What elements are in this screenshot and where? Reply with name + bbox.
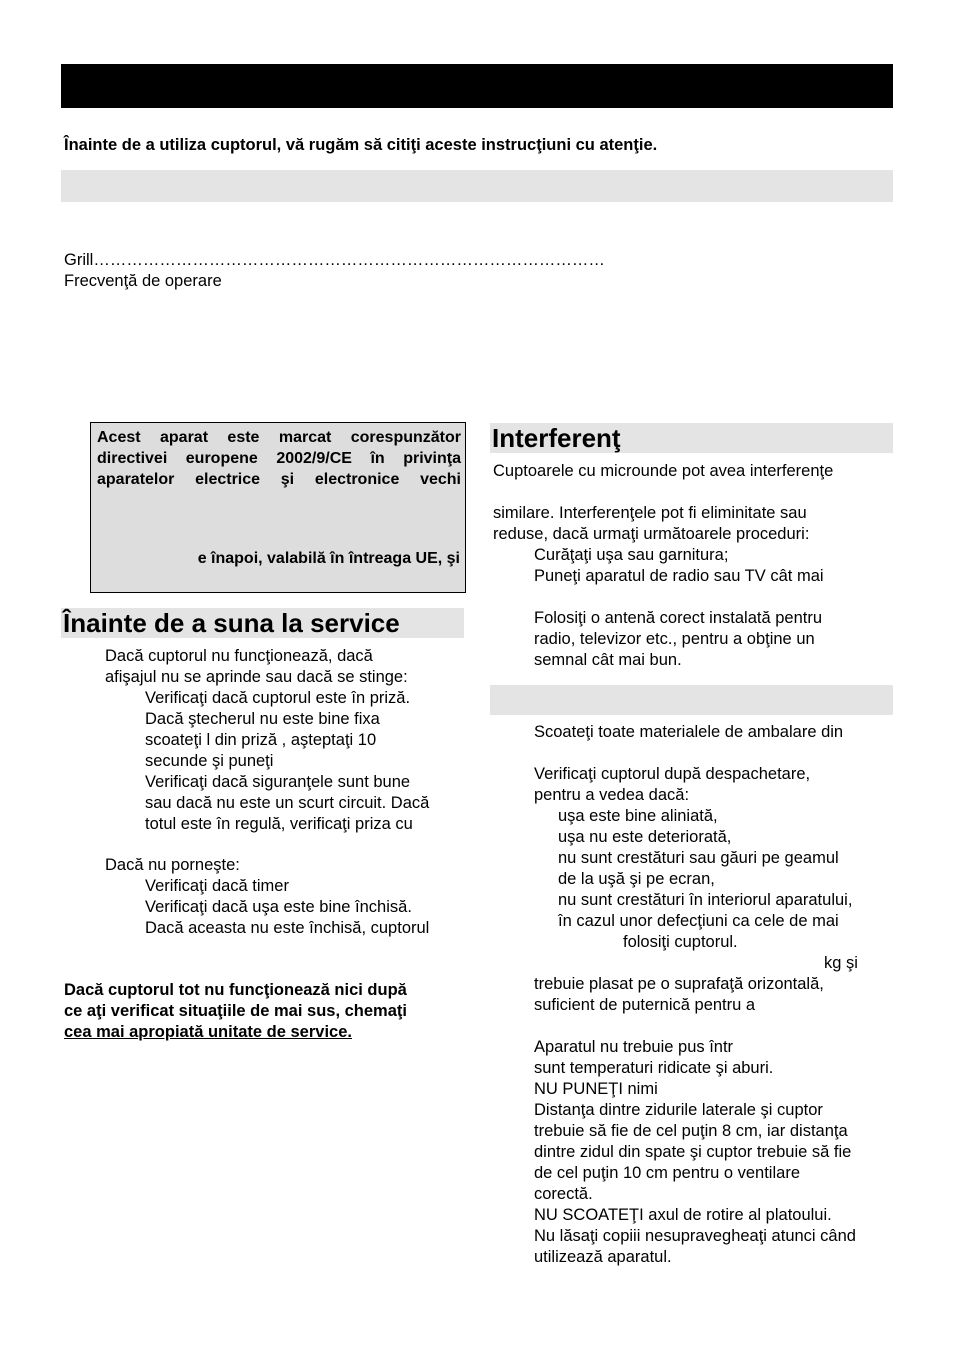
eu-directive-box <box>90 422 466 593</box>
spec-grill: Grill………………………………………………………………………………… <box>64 251 605 269</box>
installation-line: de cel puţin 10 cm pentru o ventilare <box>534 1164 800 1182</box>
eu-box-line: directivei europene 2002/9/CE în privinţa <box>97 450 461 467</box>
eu-box-line: aparatelor electrice şi electronice vechi <box>97 471 461 488</box>
installation-line: kg şi <box>824 954 858 972</box>
service-line: scoateţi l din priză , aşteptaţi 10 <box>145 731 377 749</box>
service-final-underlined: cea mai apropiată unitate de service. <box>64 1023 352 1041</box>
installation-line: Distanţa dintre zidurile laterale şi cuptor <box>534 1101 823 1119</box>
installation-line: sunt temperaturi ridicate şi aburi. <box>534 1059 774 1077</box>
service-final: Dacă cuptorul tot nu funcţionează nici după <box>64 981 407 999</box>
service-final: ce aţi verificat situaţiile de mai sus, chemaţi <box>64 1002 407 1020</box>
installation-line: suficient de puternică pentru a <box>534 996 756 1014</box>
section-band-installation <box>490 685 893 715</box>
installation-line: corectă. <box>534 1185 593 1203</box>
service-line: afişajul nu se aprinde sau dacă se stinge: <box>105 668 408 686</box>
installation-line: Aparatul nu trebuie pus într <box>534 1038 734 1056</box>
installation-line: Nu lăsaţi copiii nesupravegheaţi atunci când <box>534 1227 856 1245</box>
interference-line: reduse, dacă urmaţi următoarele proceduri: <box>493 525 810 543</box>
installation-line: NU PUNEŢI nimi <box>534 1080 658 1098</box>
service-line: totul este în regulă, verificaţi priza cu <box>145 815 413 833</box>
installation-line: Verificaţi cuptorul după despachetare, <box>534 765 811 783</box>
spec-frequency: Frecvenţă de operare <box>64 272 222 290</box>
eu-box-line: Acest aparat este marcat corespunzător <box>97 429 461 446</box>
section-band-specs <box>61 170 893 202</box>
installation-line: trebuie să fie de cel puţin 8 cm, iar distanţa <box>534 1122 848 1140</box>
interference-line: Cuptoarele cu microunde pot avea interferenţe <box>493 462 834 480</box>
interference-heading: Interferenţ <box>490 423 893 453</box>
intro-text: Înainte de a utiliza cuptorul, vă rugăm să citiţi aceste instrucţiuni cu atenţie. <box>64 136 658 154</box>
installation-line: folosiţi cuptorul. <box>623 933 738 951</box>
service-line: Dacă ştecherul nu este bine fixa <box>145 710 380 728</box>
eu-box-line: e înapoi, valabilă în întreaga UE, şi <box>197 550 460 567</box>
service-line: Verificaţi dacă uşa este bine închisă. <box>145 898 412 916</box>
installation-line: dintre zidul din spate şi cuptor trebuie să fie <box>534 1143 852 1161</box>
installation-line: uşa este bine aliniată, <box>558 807 718 825</box>
interference-line: similare. Interferenţele pot fi eliminitate sau <box>493 504 807 522</box>
service-line: secunde şi puneţi <box>145 752 274 770</box>
installation-line: nu sunt crestături în interiorul aparatului, <box>558 891 853 909</box>
installation-line: nu sunt crestături sau găuri pe geamul <box>558 849 839 867</box>
installation-line: uşa nu este deteriorată, <box>558 828 732 846</box>
service-line: Verificaţi dacă siguranţele sunt bune <box>145 773 411 791</box>
interference-line: Folosiţi o antenă corect instalată pentru <box>534 609 823 627</box>
interference-line: semnal cât mai bun. <box>534 651 682 669</box>
installation-line: NU SCOATEŢI axul de rotire al platoului. <box>534 1206 832 1224</box>
service-line: Verificaţi dacă timer <box>145 877 289 895</box>
interference-line: Puneţi aparatul de radio sau TV cât mai <box>534 567 824 585</box>
service-line: Dacă aceasta nu este închisă, cuptorul <box>145 919 430 937</box>
service-line: Dacă nu porneşte: <box>105 856 240 874</box>
installation-line: în cazul unor defecţiuni ca cele de mai <box>558 912 839 930</box>
installation-line: Scoateţi toate materialele de ambalare din <box>534 723 844 741</box>
service-heading: Înainte de a suna la service <box>61 608 464 638</box>
installation-line: utilizează aparatul. <box>534 1248 672 1266</box>
installation-line: trebuie plasat pe o suprafaţă orizontală, <box>534 975 824 993</box>
interference-line: radio, televizor etc., pentru a obţine un <box>534 630 815 648</box>
service-line: Verificaţi dacă cuptorul este în priză. <box>145 689 411 707</box>
interference-line: Curăţaţi uşa sau garnitura; <box>534 546 729 564</box>
service-line: sau dacă nu este un scurt circuit. Dacă <box>145 794 430 812</box>
title-bar <box>61 64 893 108</box>
installation-line: de la uşă şi pe ecran, <box>558 870 715 888</box>
installation-line: pentru a vedea dacă: <box>534 786 690 804</box>
service-line: Dacă cuptorul nu funcţionează, dacă <box>105 647 373 665</box>
